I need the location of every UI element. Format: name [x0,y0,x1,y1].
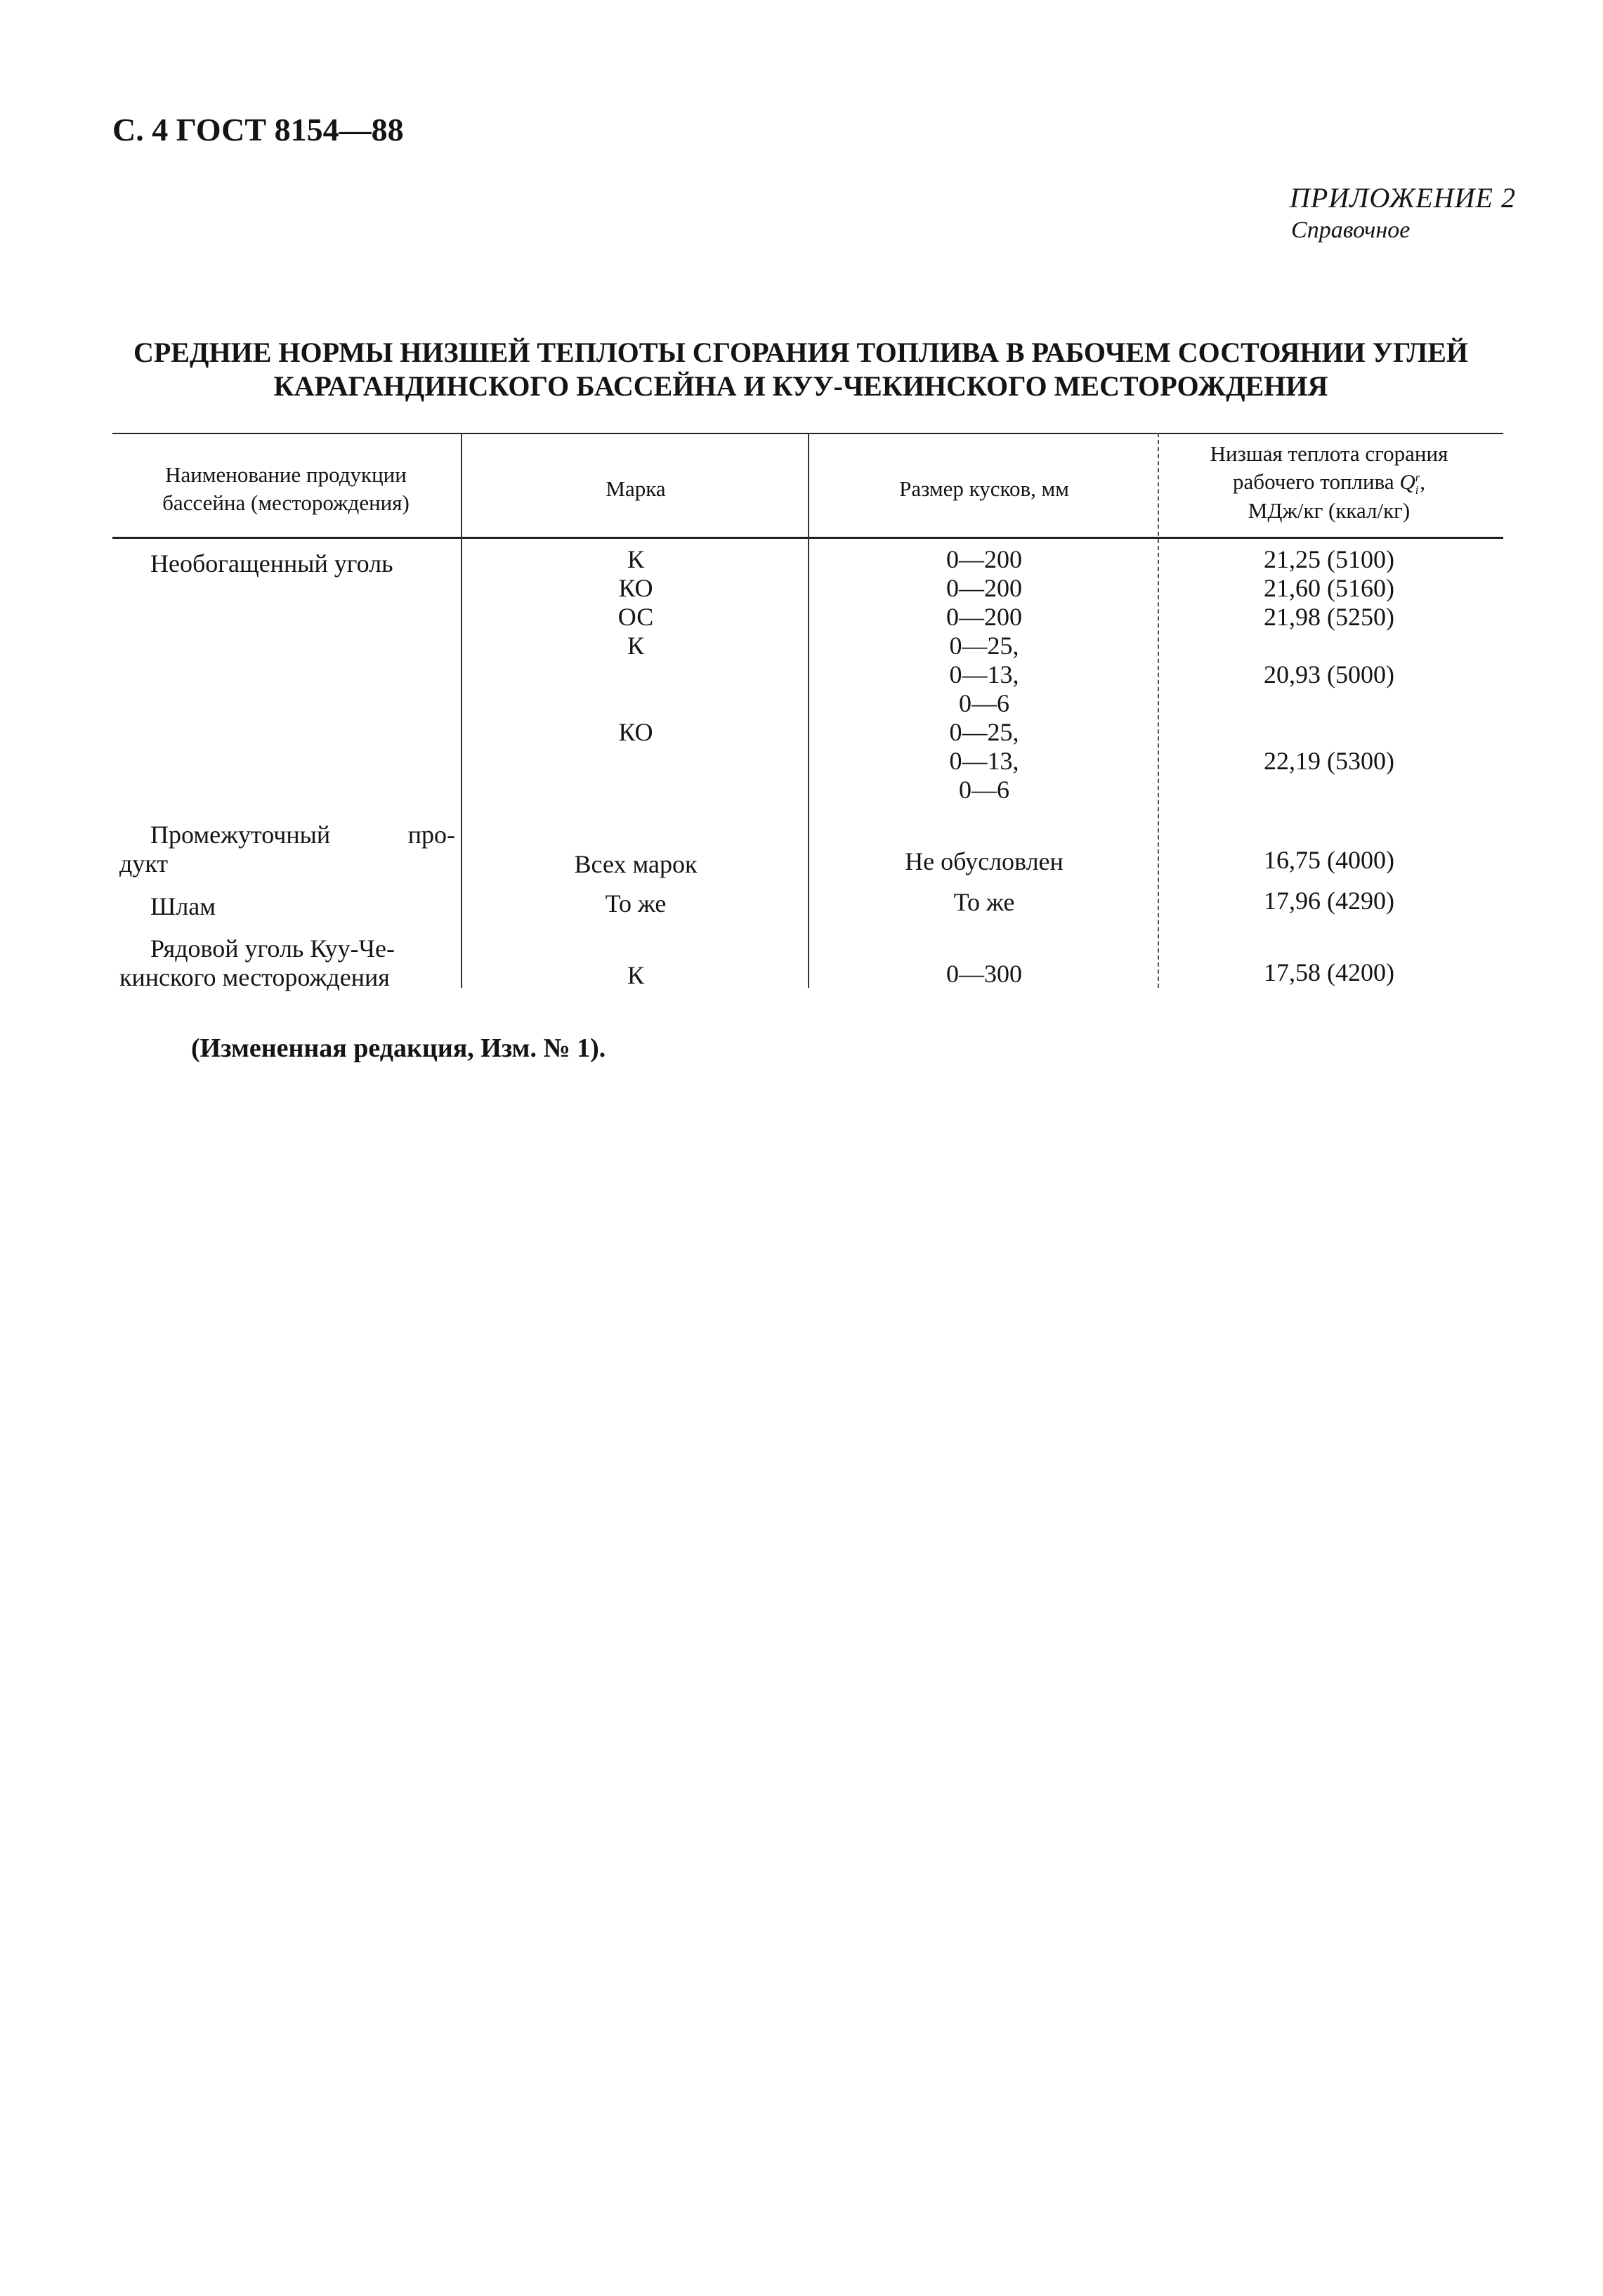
heat-symbol-letter: Q [1399,469,1415,494]
header-size: Размер кусков, мм [899,476,1069,501]
product-intermediate-line-1 [150,821,455,849]
page-header: С. 4 ГОСТ 8154—88 [112,112,404,148]
appendix-type: Справочное [1291,217,1411,243]
grade-cell: КО [618,574,653,602]
heat-cell [1160,632,1498,660]
size-cell: 0—200 [946,574,1022,602]
size-sludge: То же [953,888,1015,916]
header-product [112,461,459,517]
product-intermediate-hyphen: про- [407,821,455,849]
size-cell: 0—200 [946,603,1022,631]
product-sludge: Шлам [150,892,216,920]
size-intermediate: Не обусловлен [905,847,1064,875]
heat-run-of-mine: 17,58 (4200) [1264,958,1394,986]
heat-cell: 22,19 (5300) [1264,747,1394,775]
header-grade: Марка [606,476,666,501]
grade-cell: К [627,545,644,573]
header-heat [1160,440,1498,525]
heat-symbol-sup: r [1415,470,1420,484]
product-run-of-mine-line-1: Рядовой уголь Куу-Че- [150,934,395,963]
product-intermediate-line-2: дукт [119,849,169,878]
product-intermediate [119,821,455,878]
grade-cell: КО [618,718,653,746]
size-cell: 0—25, [949,632,1019,660]
appendix-label [1290,181,1516,244]
size-cell: 0—25, [949,718,1019,746]
product-run-of-mine-coal [119,934,455,992]
size-cell: 0—200 [946,545,1022,573]
grade-cell [464,747,808,776]
appendix-number: ПРИЛОЖЕНИЕ 2 [1290,182,1516,214]
header-heat-line-2: рабочего топлива Q r i , [1233,469,1425,497]
heat-cell: 20,93 (5000) [1264,660,1394,689]
grade-cell [464,689,808,718]
header-heat-line-1: Низшая теплота сгорания [1210,441,1448,466]
grade-sludge: То же [605,889,667,918]
size-run-of-mine: 0—300 [946,960,1022,988]
heat-cell [1160,689,1498,718]
heat-cell: 21,98 (5250) [1264,603,1394,631]
size-cell: 0—13, [949,747,1019,775]
size-cell: 0—6 [959,776,1009,804]
grade-cell: ОС [617,603,654,631]
heat-symbol [1399,469,1420,497]
heat-symbol-scripts [1415,471,1420,497]
heat-cell: 21,25 (5100) [1264,545,1394,573]
amendment-note: (Измененная редакция, Изм. № 1). [191,1033,606,1063]
header-product-line-2: бассейна (месторождения) [162,490,410,515]
column-divider-1 [461,433,462,988]
heat-column-group-1 [1160,545,1498,804]
size-cell: 0—13, [949,660,1019,689]
grade-run-of-mine: К [627,961,644,989]
product-intermediate-word: Промежуточный [150,821,331,849]
size-column-group-1 [811,545,1158,804]
heat-intermediate: 16,75 (4000) [1264,846,1394,874]
grade-intermediate: Всех марок [574,850,698,878]
size-cell: 0—6 [959,689,1009,717]
title-line-2: КАРАГАНДИНСКОГО БАССЕЙНА И КУУ-ЧЕКИНСКОГО МЕСТОРОЖДЕНИЯ [273,370,1328,402]
heat-cell [1160,776,1498,804]
heat-cell: 21,60 (5160) [1264,574,1394,602]
header-heat-line-3: МДж/кг (ккал/кг) [1248,497,1411,523]
document-title [112,336,1489,403]
grade-column-group-1 [464,545,808,804]
product-unbeneficiated-coal: Необогащенный уголь [150,549,393,578]
header-product-line-1: Наименование продукции [165,462,407,487]
heat-symbol-sub: i [1415,483,1419,497]
column-divider-3 [1158,433,1159,988]
header-heat-label: рабочего топлива [1233,469,1394,494]
title-line-1: СРЕДНИЕ НОРМЫ НИЗШЕЙ ТЕПЛОТЫ СГОРАНИЯ ТОПЛИВА В РАБОЧЕМ СОСТОЯНИИ УГЛЕЙ [133,337,1469,368]
heat-sludge: 17,96 (4290) [1264,887,1394,915]
product-run-of-mine-line-2: кинского месторождения [119,963,390,991]
heat-cell [1160,718,1498,747]
grade-cell: К [627,632,644,660]
column-divider-2 [808,433,809,988]
grade-cell [464,660,808,689]
grade-cell [464,776,808,804]
